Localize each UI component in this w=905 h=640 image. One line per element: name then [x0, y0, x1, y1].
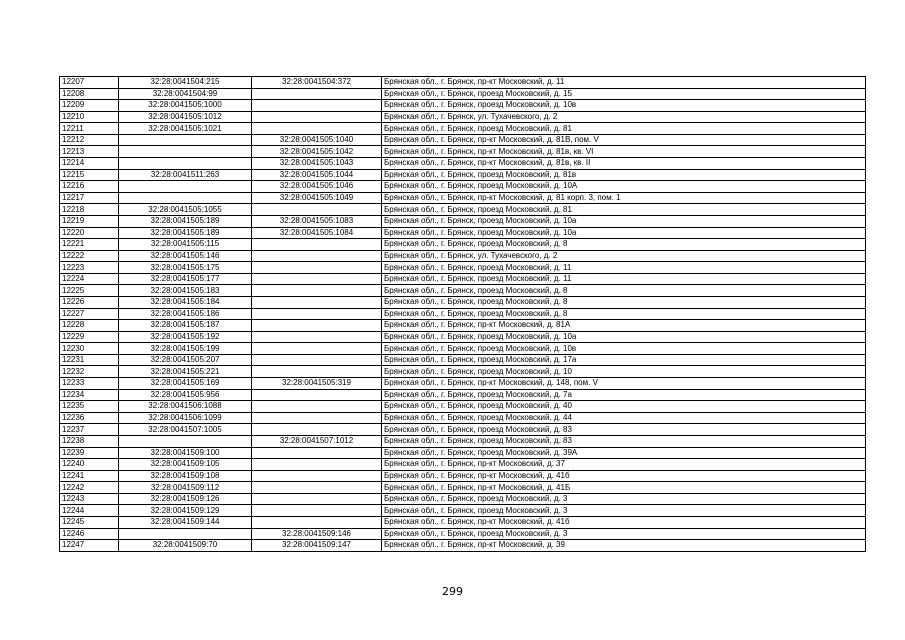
cadastral-number-cell: 32:28:0041505:1000: [119, 100, 252, 112]
address-cell: Брянская обл., г. Брянск, проезд Московский, д. 10А: [382, 181, 866, 193]
address-cell: Брянская обл., г. Брянск, пр-кт Московский, д. 41б: [382, 516, 866, 528]
linked-cadastral-number-cell: [252, 412, 382, 424]
table-row: [60, 158, 866, 170]
cadastral-number-cell: 32:28:0041509:129: [119, 505, 252, 517]
table-row: [60, 470, 866, 482]
table-row: [60, 123, 866, 135]
record-number-cell: 12224: [60, 273, 119, 285]
linked-cadastral-number-cell: [252, 204, 382, 216]
linked-cadastral-number-cell: 32:28:0041505:1044: [252, 169, 382, 181]
linked-cadastral-number-cell: [252, 505, 382, 517]
cadastral-number-cell: 32:28:0041505:1012: [119, 111, 252, 123]
linked-cadastral-number-cell: 32:28:0041509:146: [252, 528, 382, 540]
cadastral-number-cell: [119, 146, 252, 158]
linked-cadastral-number-cell: [252, 482, 382, 494]
record-number-cell: 12232: [60, 366, 119, 378]
linked-cadastral-number-cell: 32:28:0041505:1040: [252, 134, 382, 146]
linked-cadastral-number-cell: [252, 493, 382, 505]
cadastral-number-cell: 32:28:0041509:100: [119, 447, 252, 459]
record-number-cell: 12226: [60, 296, 119, 308]
address-cell: Брянская обл., г. Брянск, пр-кт Московский, д. 39: [382, 540, 866, 552]
record-number-cell: 12208: [60, 88, 119, 100]
address-cell: Брянская обл., г. Брянск, проезд Московский, д. 44: [382, 412, 866, 424]
table-row: [60, 343, 866, 355]
record-number-cell: 12214: [60, 158, 119, 170]
linked-cadastral-number-cell: 32:28:0041507:1012: [252, 435, 382, 447]
record-number-cell: 12227: [60, 308, 119, 320]
address-cell: Брянская обл., г. Брянск, пр-кт Московский, д. 41б: [382, 470, 866, 482]
table-row: [60, 459, 866, 471]
record-number-cell: 12242: [60, 482, 119, 494]
table-row: [60, 146, 866, 158]
address-cell: Брянская обл., г. Брянск, пр-кт Московский, д. 81А: [382, 320, 866, 332]
table-row: [60, 493, 866, 505]
table-row: [60, 308, 866, 320]
table-row: [60, 296, 866, 308]
linked-cadastral-number-cell: [252, 285, 382, 297]
record-number-cell: 12207: [60, 77, 119, 89]
table-row: [60, 262, 866, 274]
cadastral-number-cell: 32:28:0041505:115: [119, 239, 252, 251]
cadastral-number-cell: 32:28:0041509:112: [119, 482, 252, 494]
table-row: [60, 88, 866, 100]
table-row: [60, 239, 866, 251]
record-number-cell: 12225: [60, 285, 119, 297]
address-cell: Брянская обл., г. Брянск, пр-кт Московский, д. 148, пом. V: [382, 378, 866, 390]
record-number-cell: 12240: [60, 459, 119, 471]
table-row: [60, 169, 866, 181]
cadastral-number-cell: 32:28:0041505:184: [119, 296, 252, 308]
table-row: [60, 424, 866, 436]
record-number-cell: 12237: [60, 424, 119, 436]
address-cell: Брянская обл., г. Брянск, пр-кт Московский, д. 41Б: [382, 482, 866, 494]
cadastral-number-cell: 32:28:0041506:1099: [119, 412, 252, 424]
linked-cadastral-number-cell: [252, 470, 382, 482]
linked-cadastral-number-cell: [252, 389, 382, 401]
record-number-cell: 12239: [60, 447, 119, 459]
linked-cadastral-number-cell: [252, 100, 382, 112]
address-cell: Брянская обл., г. Брянск, проезд Московский, д. 10в: [382, 100, 866, 112]
cadastral-number-cell: 32:28:0041505:207: [119, 354, 252, 366]
table-row: [60, 447, 866, 459]
cadastral-number-cell: 32:28:0041509:105: [119, 459, 252, 471]
linked-cadastral-number-cell: [252, 273, 382, 285]
table-row: [60, 227, 866, 239]
address-cell: Брянская обл., г. Брянск, пр-кт Московский, д. 37: [382, 459, 866, 471]
linked-cadastral-number-cell: [252, 250, 382, 262]
table-row: [60, 516, 866, 528]
record-number-cell: 12220: [60, 227, 119, 239]
record-number-cell: 12221: [60, 239, 119, 251]
table-row: [60, 366, 866, 378]
record-number-cell: 12228: [60, 320, 119, 332]
address-cell: Брянская обл., г. Брянск, пр-кт Московский, д. 81В, пом. V: [382, 134, 866, 146]
linked-cadastral-number-cell: 32:28:0041505:1083: [252, 215, 382, 227]
address-cell: Брянская обл., г. Брянск, пр-кт Московский, д. 81 корп. 3, пом. 1: [382, 192, 866, 204]
cadastral-number-cell: [119, 192, 252, 204]
address-cell: Брянская обл., г. Брянск, проезд Московский, д. 83: [382, 435, 866, 447]
table-row: [60, 540, 866, 552]
linked-cadastral-number-cell: [252, 88, 382, 100]
linked-cadastral-number-cell: [252, 123, 382, 135]
address-cell: Брянская обл., г. Брянск, проезд Московский, д. 8: [382, 296, 866, 308]
linked-cadastral-number-cell: [252, 516, 382, 528]
address-cell: Брянская обл., г. Брянск, пр-кт Московский, д. 81в, кв. VI: [382, 146, 866, 158]
cadastral-number-cell: 32:28:0041509:126: [119, 493, 252, 505]
linked-cadastral-number-cell: [252, 262, 382, 274]
record-number-cell: 12210: [60, 111, 119, 123]
record-number-cell: 12244: [60, 505, 119, 517]
cadastral-number-cell: 32:28:0041505:187: [119, 320, 252, 332]
cadastral-number-cell: 32:28:0041509:108: [119, 470, 252, 482]
address-cell: Брянская обл., г. Брянск, проезд Московский, д. 3: [382, 505, 866, 517]
address-cell: Брянская обл., г. Брянск, проезд Московский, д. 10: [382, 366, 866, 378]
address-cell: Брянская обл., г. Брянск, проезд Московский, д. 10в: [382, 343, 866, 355]
address-cell: Брянская обл., г. Брянск, проезд Московский, д. 8: [382, 308, 866, 320]
record-number-cell: 12234: [60, 389, 119, 401]
cadastral-number-cell: 32:28:0041505:1055: [119, 204, 252, 216]
record-number-cell: 12243: [60, 493, 119, 505]
address-cell: Брянская обл., г. Брянск, проезд Московский, д. 15: [382, 88, 866, 100]
cadastral-number-cell: 32:28:0041505:192: [119, 331, 252, 343]
record-number-cell: 12215: [60, 169, 119, 181]
address-cell: Брянская обл., г. Брянск, проезд Московский, д. 81: [382, 204, 866, 216]
address-cell: Брянская обл., г. Брянск, ул. Тухачевского, д. 2: [382, 250, 866, 262]
page-number: 299: [442, 585, 463, 598]
table-row: [60, 412, 866, 424]
cadastral-number-cell: [119, 528, 252, 540]
linked-cadastral-number-cell: 32:28:0041505:1046: [252, 181, 382, 193]
cadastral-number-cell: 32:28:0041505:956: [119, 389, 252, 401]
cadastral-number-cell: 32:28:0041505:221: [119, 366, 252, 378]
cadastral-number-cell: [119, 158, 252, 170]
address-cell: Брянская обл., г. Брянск, проезд Московский, д. 83: [382, 424, 866, 436]
cadastral-number-cell: [119, 134, 252, 146]
table-row: [60, 250, 866, 262]
table-row: [60, 354, 866, 366]
address-cell: Брянская обл., г. Брянск, проезд Московский, д. 11: [382, 262, 866, 274]
linked-cadastral-number-cell: [252, 296, 382, 308]
record-number-cell: 12235: [60, 401, 119, 413]
cadastral-number-cell: 32:28:0041506:1088: [119, 401, 252, 413]
linked-cadastral-number-cell: [252, 401, 382, 413]
record-number-cell: 12247: [60, 540, 119, 552]
record-number-cell: 12223: [60, 262, 119, 274]
cadastral-number-cell: 32:28:0041505:175: [119, 262, 252, 274]
linked-cadastral-number-cell: 32:28:0041505:1043: [252, 158, 382, 170]
record-number-cell: 12212: [60, 134, 119, 146]
cadastral-number-cell: 32:28:0041505:186: [119, 308, 252, 320]
table-row: [60, 204, 866, 216]
linked-cadastral-number-cell: 32:28:0041505:1084: [252, 227, 382, 239]
cadastral-number-cell: 32:28:0041505:177: [119, 273, 252, 285]
linked-cadastral-number-cell: 32:28:0041505:319: [252, 378, 382, 390]
record-number-cell: 12216: [60, 181, 119, 193]
address-cell: Брянская обл., г. Брянск, проезд Московский, д. 17а: [382, 354, 866, 366]
record-number-cell: 12231: [60, 354, 119, 366]
address-cell: Брянская обл., г. Брянск, проезд Московский, д. 8: [382, 239, 866, 251]
table-row: [60, 401, 866, 413]
linked-cadastral-number-cell: [252, 354, 382, 366]
cadastral-number-cell: 32:28:0041507:1005: [119, 424, 252, 436]
table-row: [60, 181, 866, 193]
cadastral-number-cell: 32:28:0041505:1021: [119, 123, 252, 135]
linked-cadastral-number-cell: [252, 424, 382, 436]
linked-cadastral-number-cell: [252, 239, 382, 251]
table-row: [60, 528, 866, 540]
table-row: [60, 134, 866, 146]
address-cell: Брянская обл., г. Брянск, проезд Московский, д. 81в: [382, 169, 866, 181]
record-number-cell: 12209: [60, 100, 119, 112]
linked-cadastral-number-cell: [252, 111, 382, 123]
cadastral-number-cell: 32:28:0041509:144: [119, 516, 252, 528]
address-cell: Брянская обл., г. Брянск, проезд Московский, д. 7а: [382, 389, 866, 401]
address-cell: Брянская обл., г. Брянск, проезд Московский, д. 3: [382, 528, 866, 540]
cadastral-number-cell: 32:28:0041505:183: [119, 285, 252, 297]
record-number-cell: 12245: [60, 516, 119, 528]
cadastral-number-cell: [119, 181, 252, 193]
record-number-cell: 12236: [60, 412, 119, 424]
linked-cadastral-number-cell: 32:28:0041505:1049: [252, 192, 382, 204]
record-number-cell: 12241: [60, 470, 119, 482]
table-row: [60, 389, 866, 401]
cadastral-number-cell: 32:28:0041505:189: [119, 227, 252, 239]
linked-cadastral-number-cell: [252, 366, 382, 378]
linked-cadastral-number-cell: [252, 459, 382, 471]
address-cell: Брянская обл., г. Брянск, проезд Московский, д. 3: [382, 493, 866, 505]
cadastral-number-cell: 32:28:0041505:169: [119, 378, 252, 390]
address-cell: Брянская обл., г. Брянск, проезд Московский, д. 8: [382, 285, 866, 297]
record-number-cell: 12222: [60, 250, 119, 262]
record-number-cell: 12213: [60, 146, 119, 158]
record-number-cell: 12246: [60, 528, 119, 540]
table-row: [60, 378, 866, 390]
linked-cadastral-number-cell: 32:28:0041509:147: [252, 540, 382, 552]
address-cell: Брянская обл., г. Брянск, пр-кт Московский, д. 81в, кв. II: [382, 158, 866, 170]
address-cell: Брянская обл., г. Брянск, проезд Московский, д. 81: [382, 123, 866, 135]
cadastral-table-body: [60, 77, 866, 552]
table-row: [60, 505, 866, 517]
cadastral-number-cell: 32:28:0041505:146: [119, 250, 252, 262]
linked-cadastral-number-cell: [252, 331, 382, 343]
table-row: [60, 273, 866, 285]
table-row: [60, 215, 866, 227]
cadastral-table: [59, 76, 866, 552]
address-cell: Брянская обл., г. Брянск, ул. Тухачевского, д. 2: [382, 111, 866, 123]
linked-cadastral-number-cell: [252, 343, 382, 355]
record-number-cell: 12211: [60, 123, 119, 135]
address-cell: Брянская обл., г. Брянск, проезд Московский, д. 39А: [382, 447, 866, 459]
linked-cadastral-number-cell: [252, 308, 382, 320]
table-row: [60, 285, 866, 297]
address-cell: Брянская обл., г. Брянск, пр-кт Московский, д. 11: [382, 77, 866, 89]
cadastral-number-cell: 32:28:0041505:189: [119, 215, 252, 227]
address-cell: Брянская обл., г. Брянск, проезд Московский, д. 11: [382, 273, 866, 285]
table-row: [60, 331, 866, 343]
address-cell: Брянская обл., г. Брянск, проезд Московский, д. 10а: [382, 331, 866, 343]
cadastral-number-cell: 32:28:0041504:215: [119, 77, 252, 89]
linked-cadastral-number-cell: [252, 320, 382, 332]
table-row: [60, 320, 866, 332]
table-row: [60, 482, 866, 494]
address-cell: Брянская обл., г. Брянск, проезд Московский, д. 10а: [382, 227, 866, 239]
table-row: [60, 111, 866, 123]
address-cell: Брянская обл., г. Брянск, проезд Московский, д. 10а: [382, 215, 866, 227]
linked-cadastral-number-cell: 32:28:0041505:1042: [252, 146, 382, 158]
record-number-cell: 12230: [60, 343, 119, 355]
table-row: [60, 77, 866, 89]
record-number-cell: 12238: [60, 435, 119, 447]
record-number-cell: 12229: [60, 331, 119, 343]
record-number-cell: 12218: [60, 204, 119, 216]
cadastral-number-cell: 32:28:0041509:70: [119, 540, 252, 552]
table-row: [60, 435, 866, 447]
linked-cadastral-number-cell: [252, 447, 382, 459]
address-cell: Брянская обл., г. Брянск, проезд Московский, д. 40: [382, 401, 866, 413]
cadastral-number-cell: 32:28:0041505:199: [119, 343, 252, 355]
cadastral-number-cell: 32:28:0041511:263: [119, 169, 252, 181]
cadastral-number-cell: 32:28:0041504:99: [119, 88, 252, 100]
table-row: [60, 100, 866, 112]
record-number-cell: 12217: [60, 192, 119, 204]
table-row: [60, 192, 866, 204]
record-number-cell: 12233: [60, 378, 119, 390]
cadastral-number-cell: [119, 435, 252, 447]
record-number-cell: 12219: [60, 215, 119, 227]
linked-cadastral-number-cell: 32:28:0041504:372: [252, 77, 382, 89]
